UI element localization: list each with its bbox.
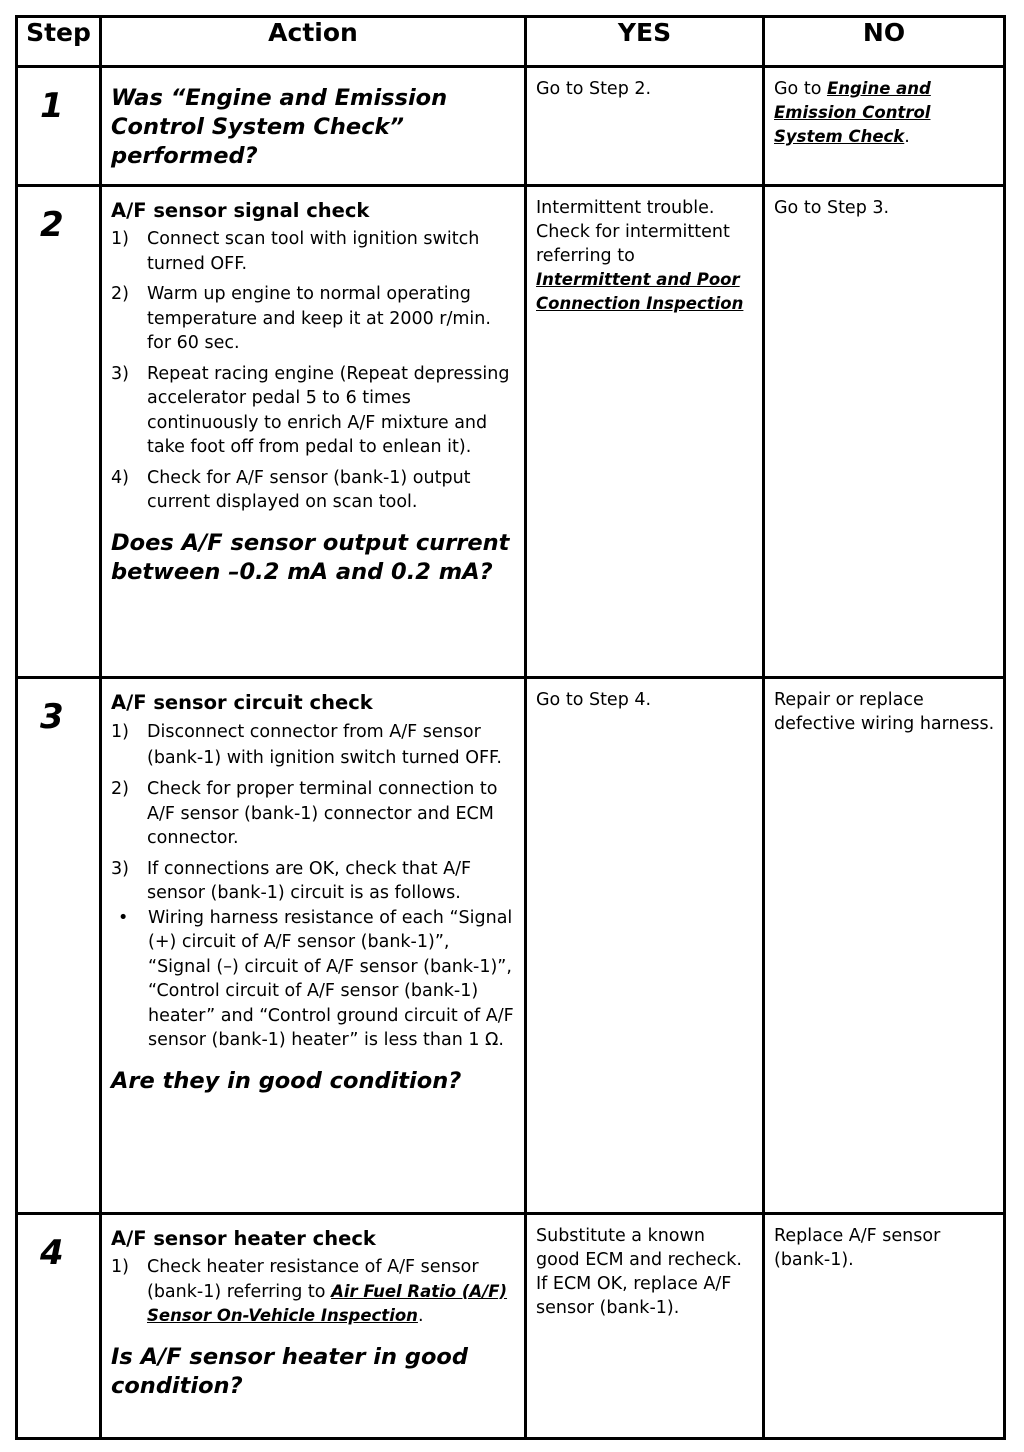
header-step: Step (17, 17, 101, 67)
procedure-item: 2) Check for proper terminal connection to A/F sensor (bank-1) connector and ECM connector. (111, 779, 498, 848)
step-number: 1 (40, 86, 64, 126)
yes-cell (526, 1214, 764, 1439)
header-yes: YES (526, 17, 764, 67)
step-number: 3 (40, 697, 64, 737)
yes-result: Go to Step 2. (536, 79, 652, 99)
step-number-cell (17, 1214, 101, 1439)
no-cell (764, 186, 1005, 678)
procedure-item: 1) Check heater resistance of A/F sensor (bank-1) referring to Air Fuel Ratio (A/F) Sensor On-Vehicle Inspection. (111, 1257, 508, 1326)
action-cell (101, 186, 526, 678)
no-result: Replace A/F sensor (bank-1). (774, 1226, 941, 1270)
yes-cell (526, 186, 764, 678)
yes-result: Go to Step 4. (536, 690, 652, 710)
procedure-list (111, 1255, 516, 1329)
no-cell (764, 67, 1005, 186)
step-question: Are they in good condition? (111, 1067, 462, 1094)
header-action: Action (101, 17, 526, 67)
action-cell (101, 1214, 526, 1439)
no-result: Go to Step 3. (774, 198, 890, 218)
procedure-item: 1) Connect scan tool with ignition switch turned OFF. (111, 229, 480, 274)
yes-cell (526, 678, 764, 1214)
af-sensor-inspection-link[interactable]: Air Fuel Ratio (A/F) Sensor On-Vehicle Inspection (147, 1281, 508, 1325)
intermittent-inspection-link[interactable]: Intermittent and Poor Connection Inspection (536, 270, 744, 313)
step-number-cell (17, 67, 101, 186)
procedure-item: 3) If connections are OK, check that A/F sensor (bank-1) circuit is as follows. • Wiring harness resistance of each “Signal (+) circuit of A/F sensor (bank-1)”, “Signal (–) circuit of A/F sensor (bank-1)”, “Control circuit of A/F sensor (bank-1) heater” and “Control ground circuit of A/F sensor (bank-1) heater” is less than 1 Ω. (111, 857, 516, 1053)
troubleshooting-table (15, 15, 1006, 1440)
header-row (17, 17, 1005, 67)
no-result: Repair or replace defective wiring harness. (774, 690, 995, 734)
action-cell (101, 678, 526, 1214)
engine-emission-check-link[interactable]: Engine and Emission Control System Check (774, 79, 931, 146)
no-result (765, 68, 1003, 157)
step-row-4 (17, 1214, 1005, 1439)
bullet-item: • Wiring harness resistance of each “Signal (+) circuit of A/F sensor (bank-1)”, “Signal (–) circuit of A/F sensor (bank-1)”, “Control circuit of A/F sensor (bank-1) heater” and “Control ground circuit of A/F sensor (bank-1) heater” is less than 1 Ω. (118, 907, 514, 1050)
yes-result: Intermittent trouble. Check for intermittent referring to Intermittent and Poor Connection Inspection (536, 198, 744, 313)
step-question: Was “Engine and Emission Control System Check” performed? (111, 85, 448, 169)
no-prefix: Go to (774, 79, 827, 99)
procedure-item: 1) Disconnect connector from A/F sensor (bank-1) with ignition switch turned OFF. (111, 722, 502, 768)
action-cell (101, 67, 526, 186)
procedure-list (111, 227, 516, 515)
no-cell (764, 1214, 1005, 1439)
no-suffix: . (904, 127, 910, 147)
yes-cell (526, 67, 764, 186)
step-title: A/F sensor heater check (111, 1227, 376, 1250)
procedure-item: 2) Warm up engine to normal operating temperature and keep it at 2000 r/min. for 60 sec. (111, 284, 491, 353)
step-number: 2 (40, 205, 64, 245)
no-cell (764, 678, 1005, 1214)
step-row-3 (17, 678, 1005, 1214)
procedure-item: 3) Repeat racing engine (Repeat depressing accelerator pedal 5 to 6 times continuously to enrich A/F mixture and take foot off from pedal to enlean it). (111, 363, 510, 457)
step-title: A/F sensor signal check (111, 199, 370, 222)
step-question: Does A/F sensor output current between –0.2 mA and 0.2 mA? (111, 529, 510, 585)
bullet-list (118, 906, 516, 1053)
header-no: NO (764, 17, 1005, 67)
step-title: A/F sensor circuit check (111, 691, 373, 714)
step-row-1 (17, 67, 1005, 186)
procedure-list (111, 719, 516, 1053)
step-row-2 (17, 186, 1005, 678)
yes-result: Substitute a known good ECM and recheck. If ECM OK, replace A/F sensor (bank-1). (536, 1226, 742, 1318)
step-number: 4 (40, 1233, 64, 1273)
step-question: Is A/F sensor heater in good condition? (111, 1343, 468, 1399)
step-number-cell (17, 678, 101, 1214)
procedure-item: 4) Check for A/F sensor (bank-1) output current displayed on scan tool. (111, 467, 471, 512)
step-number-cell (17, 186, 101, 678)
